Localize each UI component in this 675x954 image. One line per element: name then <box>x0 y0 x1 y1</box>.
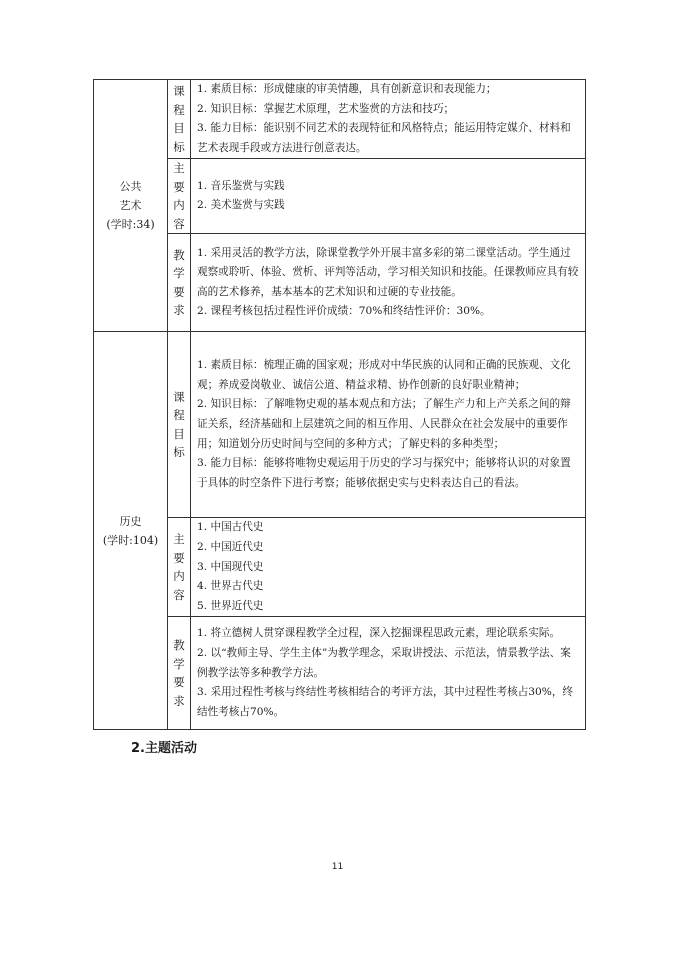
section-content <box>191 332 586 518</box>
table-row <box>94 617 586 730</box>
content-line: 3. 采用过程性考核与终结性考核相结合的考评方法，其中过程性考核占30%，终结性考核占70%。 <box>197 686 574 718</box>
content-line: 2. 知识目标：掌握艺术原理，艺术鉴赏的方法和技巧； <box>197 102 455 115</box>
content-line: 2. 以“教师主导、学生主体”为教学理念，采取讲授法、示范法，情景教学法、案例教学法等多种教学方法。 <box>197 646 571 679</box>
section-heading: 2.主题活动 <box>131 741 197 756</box>
table-row <box>94 234 586 332</box>
syllabus-table <box>93 79 586 730</box>
section-content <box>191 159 586 234</box>
section-label: 课 程 目 标 <box>168 332 191 518</box>
content-line: 1. 中国古代史 <box>197 521 264 534</box>
page-number: 11 <box>331 862 344 872</box>
table-row <box>94 80 586 159</box>
content-line: 2. 课程考核包括过程性评价成绩：70%和终结性评价：30%。 <box>197 305 491 318</box>
content-line: 2. 中国近代史 <box>197 540 264 553</box>
content-line: 3. 中国现代史 <box>197 560 264 573</box>
table-row <box>94 159 586 234</box>
course-name-cell <box>94 80 168 332</box>
content-line: 3. 能力目标：能识别不同艺术的表现特征和风格特点；能运用特定媒介、材料和艺术表现手段或方法进行创意表达。 <box>197 122 571 154</box>
content-line: 2. 知识目标：了解唯物史观的基本观点和方法；了解生产力和上产关系之间的辩证关系，经济基础和上层建筑之间的相互作用、人民群众在社会发展中的重要作用；知道划分历史时间与空间的多种方式；了解史料的多种类型； <box>197 398 571 450</box>
course-hours: (学时:104) <box>102 533 159 547</box>
course-hours: (学时:34) <box>106 218 155 232</box>
content-line: 3. 能力目标：能够将唯物史观运用于历史的学习与探究中；能够将认识的对象置于具体的时空条件下进行考察；能够依据史实与史料表达自己的看法。 <box>197 457 571 489</box>
section-content <box>191 80 586 159</box>
content-line: 1. 素质目标：梳理正确的国家观；形成对中华民族的认同和正确的民族观、文化观；养成爱岗敬业、诚信公道、精益求精、协作创新的良好职业精神； <box>197 359 571 391</box>
section-content <box>191 518 586 617</box>
content-line: 4. 世界古代史 <box>197 580 264 593</box>
section-label: 课 程 目 标 <box>168 80 191 159</box>
section-label: 主 要 内 容 <box>168 518 191 617</box>
section-label: 教 学 要 求 <box>168 617 191 730</box>
content-line: 1. 将立德树人贯穿课程教学全过程，深入挖掘课程思政元素，理论联系实际。 <box>197 627 561 640</box>
section-content <box>191 234 586 332</box>
section-label: 主 要 内 容 <box>168 159 191 234</box>
content-line: 1. 素质目标：形成健康的审美情趣，具有创新意识和表现能力； <box>197 83 497 95</box>
content-line: 2. 美术鉴赏与实践 <box>197 199 285 212</box>
course-name-line: 艺术 <box>119 199 142 213</box>
course-name-line: 历史 <box>119 514 142 528</box>
content-line: 1. 采用灵活的教学方法，除课堂教学外开展丰富多彩的第二课堂活动。学生通过观察或聆听、体验、赏析、评判等活动，学习相关知识和技能。任课教师应具有较高的艺术修养，基本基本的艺术知识和过硬的专业技能。 <box>197 246 579 298</box>
table-row <box>94 332 586 518</box>
course-name-cell <box>94 332 168 730</box>
section-label: 教 学 要 求 <box>168 234 191 332</box>
content-line: 1. 音乐鉴赏与实践 <box>197 179 285 192</box>
section-content <box>191 617 586 730</box>
content-line: 5. 世界近代史 <box>197 599 264 612</box>
course-name-line: 公共 <box>119 180 142 194</box>
table-row <box>94 518 586 617</box>
